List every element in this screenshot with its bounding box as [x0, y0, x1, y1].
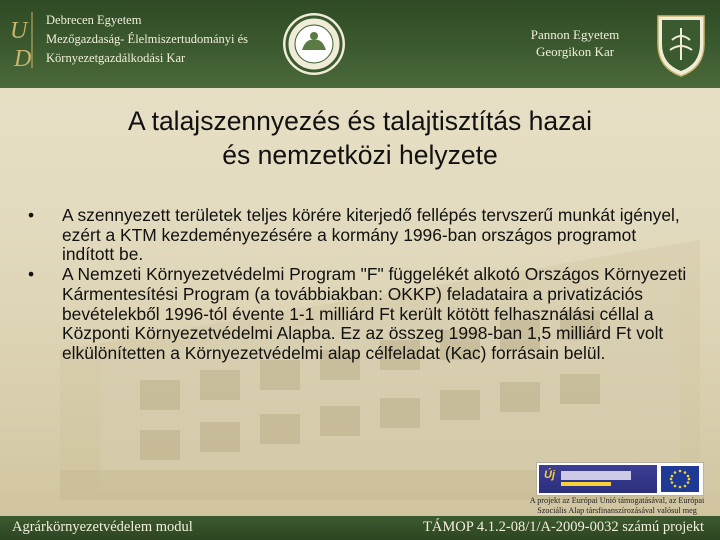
- bullet-item: • A Nemzeti Környezetvédelmi Program "F" függelékét alkotó Országos Környezeti Kármentesítési Program (a továbbiakban: OKKP) feladataira a privatizációs bevételekből 1996-tól évente 1-1 milliárd Ft került kötött felhasználási céllal a Központi Környezetvédelmi Alapba. Ez az összeg 1998-ban 1,5 milliárd Ft volt elkülönítetten a Környezetvédelmi alap célfeladat (Kac) forrásain belül.: [28, 265, 688, 364]
- umo-mark: Új: [544, 469, 555, 481]
- ud-logo-icon: [6, 8, 36, 72]
- footer-band: [0, 516, 720, 540]
- eu-support-notice: [514, 496, 720, 516]
- bullet-item: • A szennyezett területek teljes körére kiterjedő fellépés tervszerű munkát igényel, ezért a KTM kezdeményezésére a kormány 1996-ban országos programot indított be.: [28, 206, 688, 265]
- eu-flag-icon: [661, 466, 699, 492]
- bullet-list: [28, 206, 688, 364]
- title-line: A talajszennyezés és talajtisztítás hazai: [128, 106, 592, 136]
- left-institution-name: [46, 11, 248, 68]
- eu-notice-line: Szociális Alap társfinanszírozásával valósul meg: [537, 506, 697, 515]
- left-institution-line: Debrecen Egyetem: [46, 13, 142, 27]
- georgikon-crest-icon: [652, 10, 710, 78]
- header-band: [0, 0, 720, 88]
- right-institution-line: Georgikon Kar: [535, 44, 615, 59]
- eu-notice-line: A projekt az Európai Unió támogatásával, az Európai: [529, 496, 705, 505]
- footer-project-id: TÁMOP 4.1.2-08/1/A-2009-0032 számú projekt: [423, 519, 704, 535]
- title-line: és nemzetközi helyzete: [222, 140, 498, 170]
- slide-title: [20, 104, 700, 172]
- funding-logos: [536, 462, 704, 496]
- right-institution-line: Pannon Egyetem: [530, 27, 620, 42]
- uj-magyarorszag-logo-icon: [539, 465, 657, 493]
- university-seal-icon: [282, 12, 346, 76]
- left-institution-line: Mezőgazdaság- Élelmiszertudományi és: [46, 32, 249, 46]
- umo-wordmark-shape: [561, 471, 631, 480]
- svg-text:U: U: [10, 18, 28, 44]
- left-institution-line: Környezetgazdálkodási Kar: [46, 51, 186, 65]
- umo-stripe-shape: [561, 482, 611, 486]
- svg-text:D: D: [14, 46, 32, 72]
- right-institution-name: [505, 26, 645, 60]
- footer-module-name: Agrárkörnyezetvédelem modul: [12, 519, 193, 535]
